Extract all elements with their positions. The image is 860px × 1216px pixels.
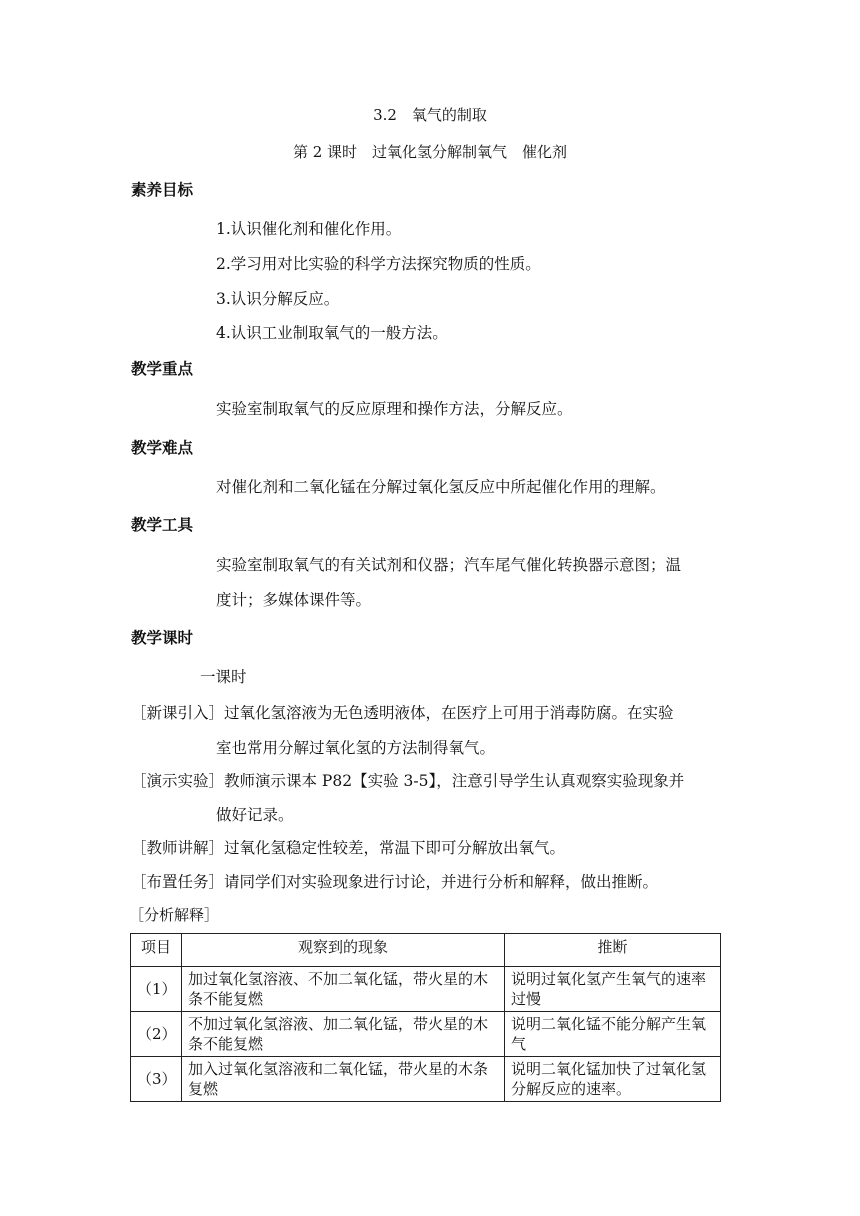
row-observation: 加入过氧化氢溶液和二氧化锰，带火星的木条复燃 [182, 1057, 505, 1102]
tools-text-line2: 度计；多媒体课件等。 [216, 591, 372, 609]
row-inference: 说明二氧化锰加快了过氧化氢分解反应的速率。 [505, 1057, 721, 1102]
goal-item: 4.认识工业制取氧气的一般方法。 [216, 324, 448, 342]
goal-item: 3.认识分解反应。 [216, 290, 340, 308]
row-inference: 说明二氧化锰不能分解产生氧气 [505, 1012, 721, 1057]
difficulties-heading: 教学难点 [131, 439, 194, 457]
key-points-text: 实验室制取氧气的反应原理和操作方法，分解反应。 [216, 400, 573, 418]
table-row [131, 967, 721, 1012]
tools-text-line1: 实验室制取氧气的有关试剂和仪器；汽车尾气催化转换器示意图；温 [216, 556, 682, 574]
row-observation: 加过氧化氢溶液、不加二氧化锰，带火星的木条不能复燃 [182, 967, 505, 1012]
row-inference: 说明过氧化氢产生氧气的速率过慢 [505, 967, 721, 1012]
analysis-table [130, 933, 721, 1102]
lesson-title: 3.2 氧气的制取 [373, 106, 487, 124]
header-item: 项目 [131, 934, 182, 967]
intro-line1: ［新课引入］过氧化氢溶液为无色透明液体，在医疗上可用于消毒防腐。在实验 [131, 704, 674, 722]
goals-heading: 素养目标 [131, 181, 194, 199]
goal-item: 2.学习用对比实验的科学方法探究物质的性质。 [216, 255, 541, 273]
demo-line1: ［演示实验］教师演示课本 P82【实验 3-5】，注意引导学生认真观察实验现象并 [131, 772, 685, 790]
lesson-subtitle: 第 2 课时 过氧化氢分解制氧气 催化剂 [292, 143, 568, 161]
hours-heading: 教学课时 [131, 629, 194, 647]
goal-item: 1.认识催化剂和催化作用。 [216, 220, 402, 238]
tools-heading: 教学工具 [131, 516, 194, 534]
lecture-line: ［教师讲解］过氧化氢稳定性较差，常温下即可分解放出氧气。 [131, 839, 566, 857]
key-points-heading: 教学重点 [131, 360, 194, 378]
row-item: （1） [131, 967, 182, 1012]
task-line: ［布置任务］请同学们对实验现象进行讨论，并进行分析和解释，做出推断。 [131, 873, 659, 891]
demo-line2: 做好记录。 [216, 806, 294, 824]
table-row [131, 1057, 721, 1102]
row-observation: 不加过氧化氢溶液、加二氧化锰，带火星的木条不能复燃 [182, 1012, 505, 1057]
row-item: （3） [131, 1057, 182, 1102]
analysis-label: ［分析解释］ [129, 906, 220, 924]
intro-line2: 室也常用分解过氧化氢的方法制得氧气。 [216, 739, 496, 757]
row-item: （2） [131, 1012, 182, 1057]
difficulties-text: 对催化剂和二氧化锰在分解过氧化氢反应中所起催化作用的理解。 [216, 478, 666, 496]
header-observation: 观察到的现象 [182, 934, 505, 967]
table-row [131, 1012, 721, 1057]
table-header-row [131, 934, 721, 967]
hours-text: 一课时 [200, 668, 247, 686]
header-inference: 推断 [505, 934, 721, 967]
